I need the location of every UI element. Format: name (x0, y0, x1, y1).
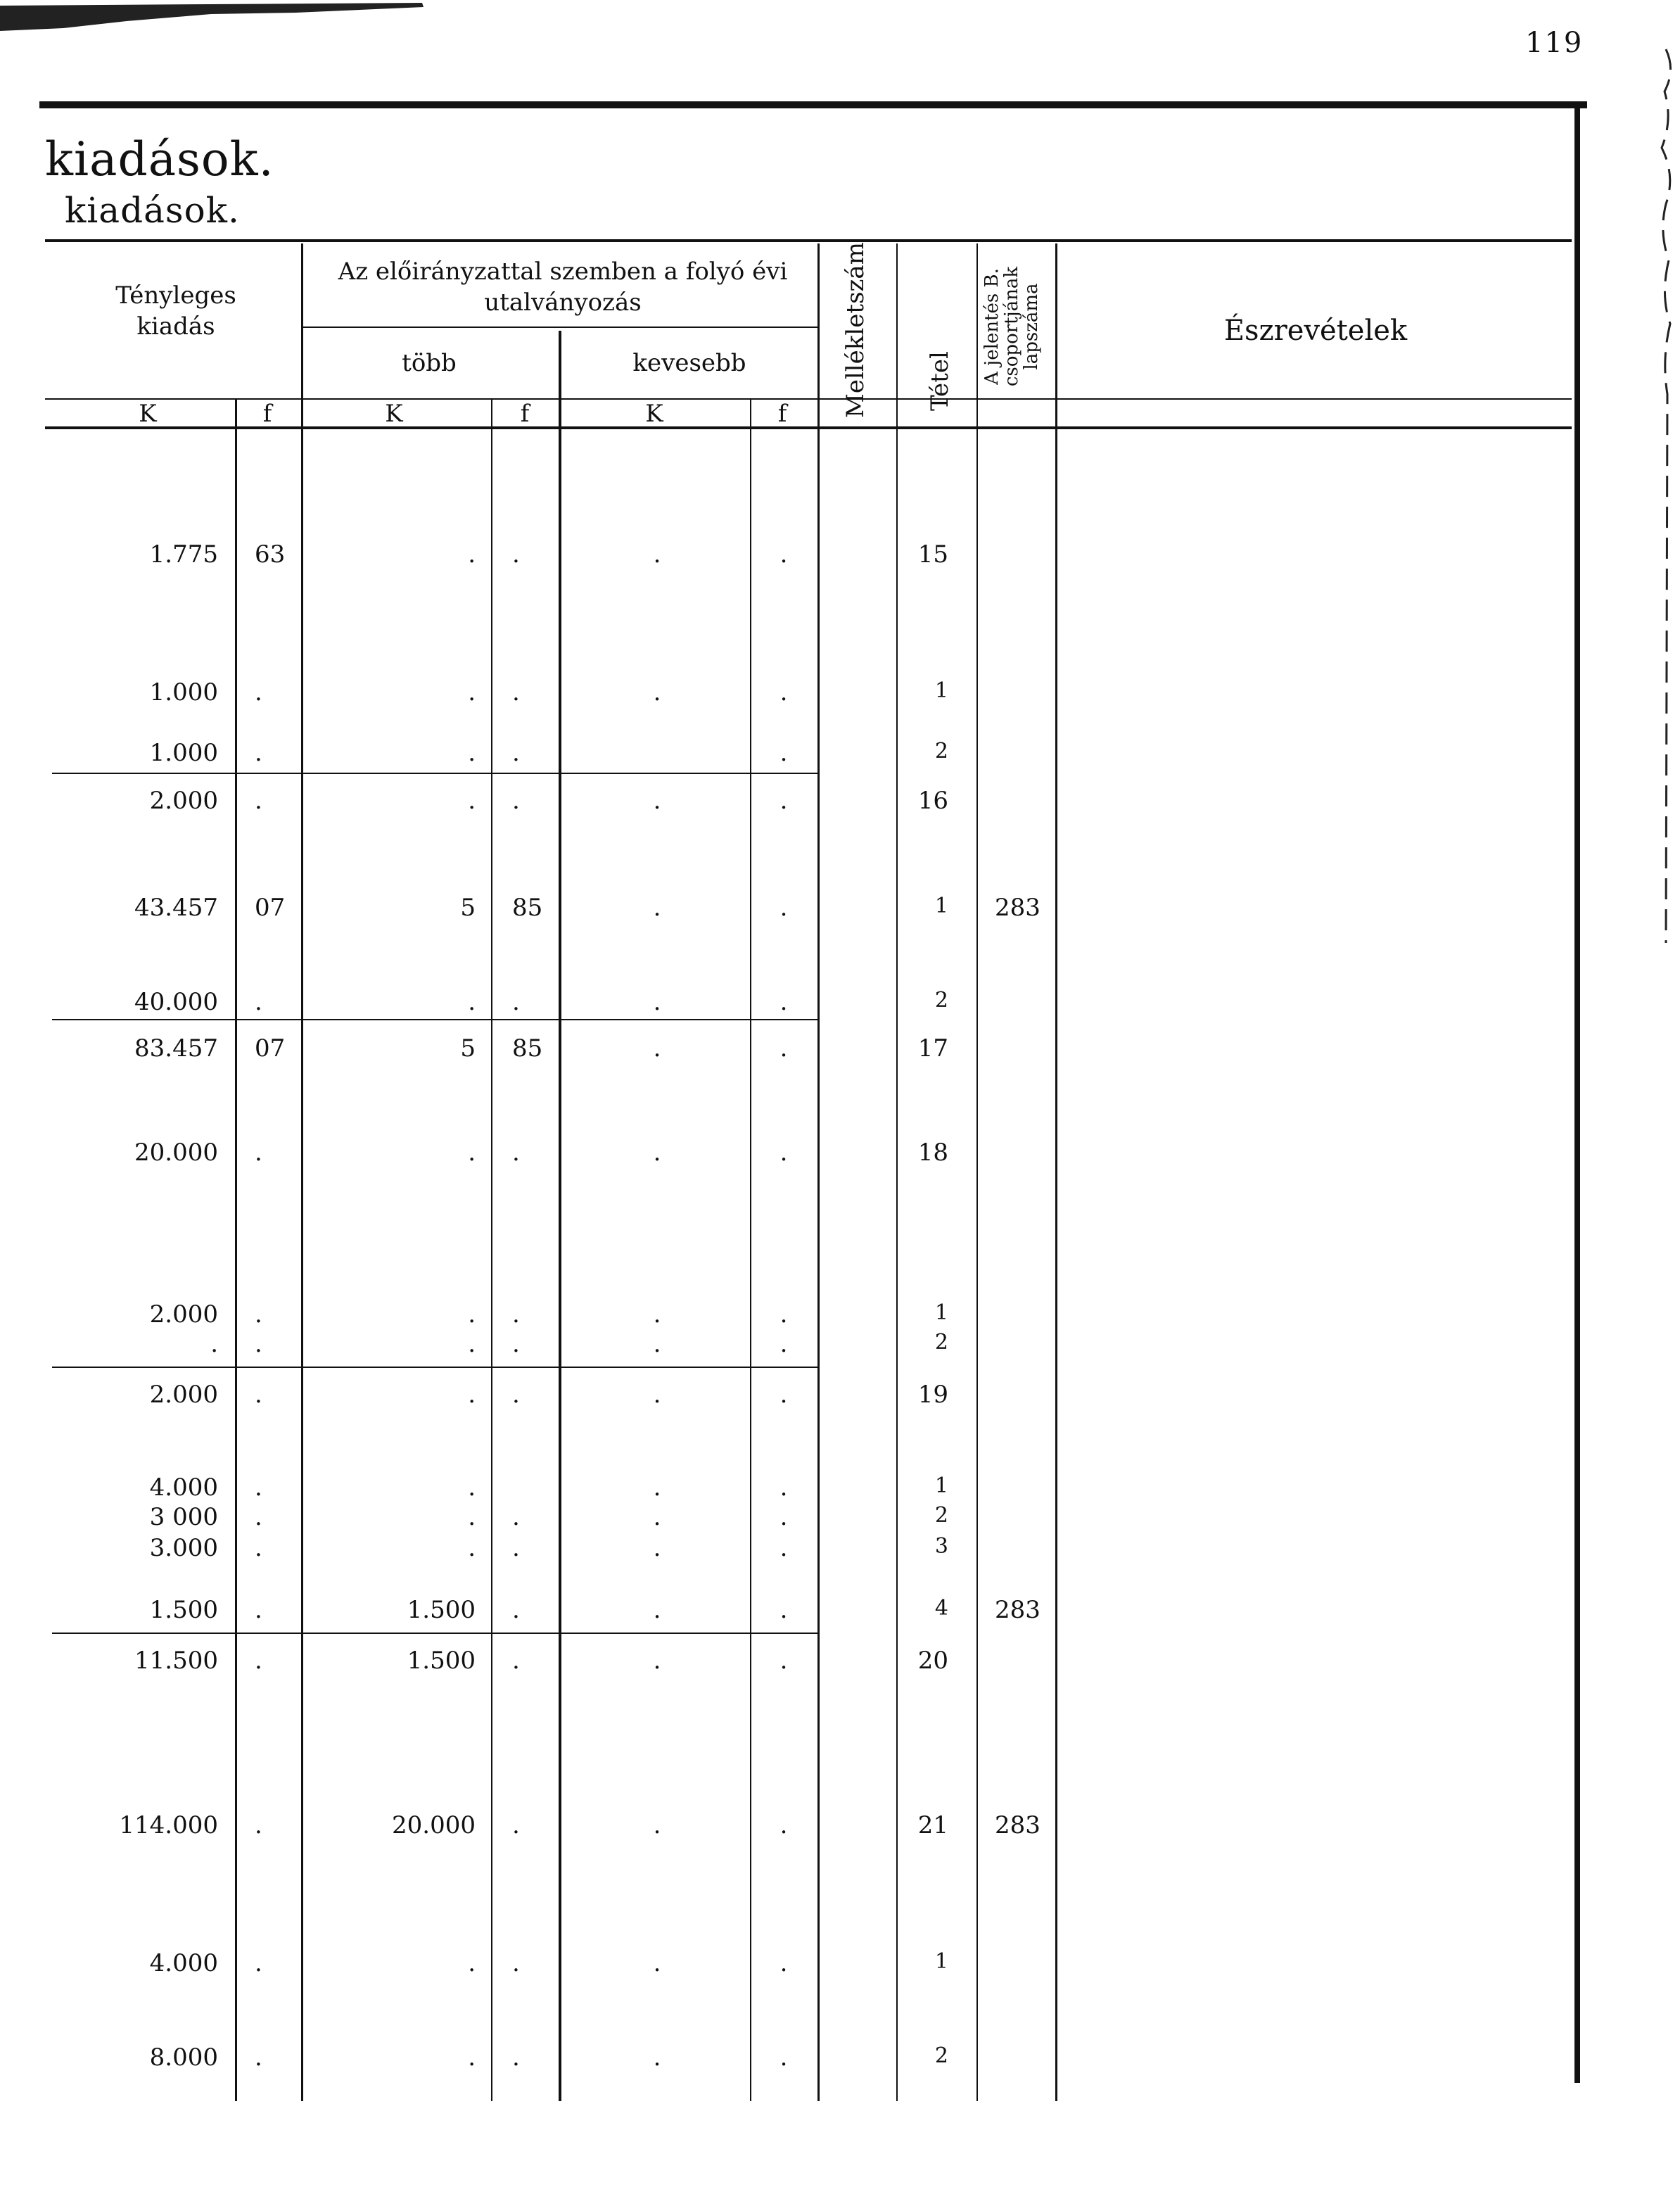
table-cell-more-k: . (468, 1330, 476, 1358)
header-item: Tétel (926, 351, 954, 411)
comparison-sub-rule (303, 327, 817, 328)
table-cell-less-f: . (779, 678, 788, 706)
table-cell-more-k: . (468, 739, 476, 767)
table-cell-more-f: . (512, 1139, 520, 1167)
table-cell-item: 18 (917, 1139, 948, 1167)
table-cell-more-k: . (468, 988, 476, 1016)
table-cell-less-k: . (653, 1330, 661, 1358)
table-cell-more-k: . (468, 787, 476, 815)
table-cell-f: . (255, 739, 262, 767)
table-cell-item: 19 (917, 1381, 948, 1409)
table-cell-more-f: 85 (512, 894, 543, 922)
table-cell-less-k: . (653, 1596, 661, 1624)
table-cell-page: 283 (995, 1811, 1041, 1839)
table-cell-k: 4.000 (149, 1473, 218, 1502)
table-cell-more-f: . (512, 988, 520, 1016)
table-cell-less-f: . (779, 739, 788, 767)
table-cell-item: 1 (934, 1473, 948, 1498)
table-cell-more-f: . (512, 1596, 520, 1624)
table-cell-f: . (255, 1596, 262, 1624)
table-cell-less-f: . (779, 1139, 788, 1167)
table-cell-more-k: . (468, 1300, 476, 1329)
unit-k: K (139, 400, 157, 428)
table-cell-f: . (255, 1330, 262, 1358)
table-cell-more-k: . (468, 2043, 476, 2072)
table-cell-item: 16 (917, 787, 948, 815)
table-cell-less-f: . (779, 787, 788, 815)
table-cell-k: 1.000 (149, 739, 218, 767)
table-cell-item: 2 (934, 988, 948, 1013)
table-cell-more-k: . (468, 1381, 476, 1409)
table-cell-item: 2 (934, 1503, 948, 1528)
unit-k: K (645, 400, 663, 428)
table-cell-k: 114.000 (119, 1811, 218, 1839)
page-number: 119 (1525, 27, 1584, 59)
top-rule (39, 101, 1587, 108)
subtotal-rule (52, 773, 819, 774)
table-cell-less-f: . (779, 1503, 788, 1531)
col-rule (976, 243, 978, 2101)
table-cell-less-k: . (653, 1381, 661, 1409)
table-cell-more-f: . (512, 2043, 520, 2072)
table-cell-f: . (255, 1503, 262, 1531)
table-cell-item: 3 (934, 1534, 948, 1559)
table-cell-item: 4 (934, 1596, 948, 1621)
table-cell-more-k: . (468, 1139, 476, 1167)
col-rule (750, 398, 751, 2101)
page-title: kiadások. (45, 132, 274, 186)
header-report-page: A jelentés B. csoportjának lapszáma (981, 266, 1042, 387)
table-cell-f: . (255, 1473, 262, 1502)
table-cell-f: . (255, 787, 262, 815)
header-more: több (402, 349, 457, 377)
table-cell-k: 3.000 (149, 1534, 218, 1562)
table-cell-more-k: 5 (460, 1034, 476, 1063)
table-cell-less-k: . (653, 1949, 661, 1977)
col-rule (491, 398, 492, 2101)
table-cell-more-k: 5 (460, 894, 476, 922)
table-cell-less-f: . (779, 1949, 788, 1977)
table-cell-f: . (255, 1949, 262, 1977)
table-cell-f: . (255, 1647, 262, 1675)
table-cell-item: 20 (917, 1647, 948, 1675)
table-cell-f: . (255, 1381, 262, 1409)
table-cell-less-k: . (653, 894, 661, 922)
margin-marks (1652, 28, 1680, 1013)
table-cell-item: 17 (917, 1034, 948, 1063)
table-cell-more-f: . (512, 1330, 520, 1358)
table-cell-less-k: . (653, 1473, 661, 1502)
scan-smudge (0, 0, 429, 35)
table-cell-k: 2.000 (149, 1300, 218, 1329)
table-cell-page: 283 (995, 1596, 1041, 1624)
table-cell-more-k: 1.500 (407, 1596, 476, 1624)
unit-f: f (262, 400, 272, 428)
table-cell-less-f: . (779, 2043, 788, 2072)
table-cell-less-f: . (779, 988, 788, 1016)
table-cell-more-k: . (468, 1503, 476, 1531)
table-cell-item: 21 (917, 1811, 948, 1839)
table-cell-more-f: . (512, 1949, 520, 1977)
table-cell-item: 1 (934, 1300, 948, 1325)
table-cell-more-f: . (512, 739, 520, 767)
table-cell-less-k: . (653, 678, 661, 706)
table-cell-more-f: . (512, 540, 520, 569)
unit-f: f (520, 400, 530, 428)
header-top-rule (45, 239, 1572, 242)
table-cell-item: 1 (934, 678, 948, 703)
table-cell-less-f: . (779, 1534, 788, 1562)
table-cell-k: 83.457 (134, 1034, 218, 1063)
table-cell-less-k: . (653, 787, 661, 815)
table-cell-more-f: . (512, 1647, 520, 1675)
table-cell-less-k: . (653, 1811, 661, 1839)
table-cell-item: 2 (934, 2043, 948, 2068)
table-cell-less-f: . (779, 540, 788, 569)
table-cell-k: 1.500 (149, 1596, 218, 1624)
table-cell-f: . (255, 1534, 262, 1562)
table-cell-k: 3 000 (149, 1503, 218, 1531)
table-cell-more-k: . (468, 1949, 476, 1977)
table-cell-less-k: . (653, 540, 661, 569)
table-cell-f: 07 (255, 1034, 286, 1063)
table-cell-item: 15 (917, 540, 948, 569)
table-cell-f: . (255, 988, 262, 1016)
right-border (1574, 106, 1580, 2083)
table-cell-less-k: . (653, 1300, 661, 1329)
table-cell-less-k: . (653, 988, 661, 1016)
subtotal-rule (52, 1019, 819, 1020)
table-cell-more-f: 85 (512, 1034, 543, 1063)
table-cell-more-k: 20.000 (392, 1811, 476, 1839)
table-cell-item: 1 (934, 1949, 948, 1974)
table-cell-less-k: . (653, 1034, 661, 1063)
table-cell-f: . (255, 2043, 262, 2072)
table-cell-k: 1.775 (149, 540, 218, 569)
col-rule (235, 398, 237, 2101)
table-cell-f: 63 (255, 540, 286, 569)
table-cell-k: 8.000 (149, 2043, 218, 2072)
unit-f: f (777, 400, 787, 428)
col-rule (559, 331, 561, 2101)
table-cell-f: . (255, 1139, 262, 1167)
unit-k: K (385, 400, 403, 428)
table-cell-less-f: . (779, 1596, 788, 1624)
table-cell-less-f: . (779, 1647, 788, 1675)
col-rule (896, 243, 898, 2101)
table-cell-less-k: . (653, 1534, 661, 1562)
table-cell-f: 07 (255, 894, 286, 922)
table-cell-more-f: . (512, 678, 520, 706)
table-cell-more-k: 1.500 (407, 1647, 476, 1675)
table-cell-k: . (210, 1330, 218, 1358)
table-cell-f: . (255, 678, 262, 706)
table-cell-more-k: . (468, 678, 476, 706)
table-cell-less-f: . (779, 1381, 788, 1409)
table-cell-item: 2 (934, 1330, 948, 1355)
table-cell-more-f: . (512, 1811, 520, 1839)
table-cell-k: 11.500 (134, 1647, 218, 1675)
table-cell-k: 43.457 (134, 894, 218, 922)
table-cell-less-k: . (653, 1647, 661, 1675)
table-cell-less-f: . (779, 1300, 788, 1329)
header-comparison: Az előirányzattal szemben a folyó évi utalványozás (338, 258, 788, 317)
table-cell-k: 2.000 (149, 1381, 218, 1409)
table-cell-less-f: . (779, 1473, 788, 1502)
table-cell-k: 1.000 (149, 678, 218, 706)
header-remarks: Észrevételek (1223, 315, 1408, 347)
subtotal-rule (52, 1367, 819, 1368)
table-cell-f: . (255, 1300, 262, 1329)
page-subtitle: kiadások. (65, 190, 240, 231)
table-cell-more-k: . (468, 1534, 476, 1562)
table-cell-item: 1 (934, 894, 948, 918)
table-cell-k: 40.000 (134, 988, 218, 1016)
table-cell-more-f: . (512, 1300, 520, 1329)
header-appendix-number: Mellékletszám (841, 242, 870, 418)
table-cell-more-k: . (468, 540, 476, 569)
table-cell-less-f: . (779, 894, 788, 922)
table-cell-more-f: . (512, 1381, 520, 1409)
table-cell-less-k: . (653, 1503, 661, 1531)
table-cell-less-k: . (653, 1139, 661, 1167)
subtotal-rule (52, 1633, 819, 1634)
table-cell-less-f: . (779, 1811, 788, 1839)
table-cell-less-k: . (653, 2043, 661, 2072)
table-cell-f: . (255, 1811, 262, 1839)
table-cell-k: 4.000 (149, 1949, 218, 1977)
table-cell-more-f: . (512, 1534, 520, 1562)
table-cell-k: 20.000 (134, 1139, 218, 1167)
header-less: kevesebb (632, 349, 746, 377)
col-rule (817, 243, 820, 2101)
col-rule (301, 243, 303, 2101)
table-cell-page: 283 (995, 894, 1041, 922)
table-cell-k: 2.000 (149, 787, 218, 815)
table-cell-less-f: . (779, 1034, 788, 1063)
header-actual-expense: Tényleges kiadás (115, 281, 236, 341)
table-cell-more-f: . (512, 787, 520, 815)
table-cell-more-f: . (512, 1503, 520, 1531)
table-cell-more-k: . (468, 1473, 476, 1502)
col-rule (1055, 243, 1057, 2101)
table-cell-less-f: . (779, 1330, 788, 1358)
table-cell-item: 2 (934, 739, 948, 763)
